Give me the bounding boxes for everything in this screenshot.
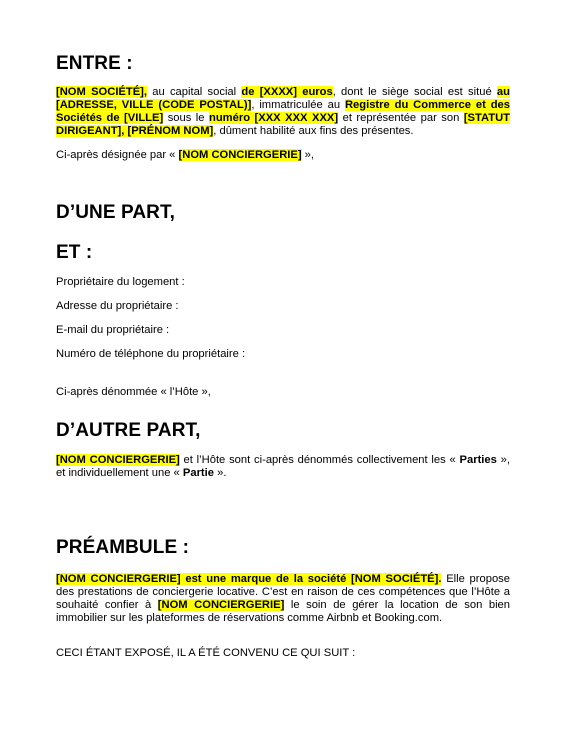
director-placeholder: [STATUT DIRIGEANT], [PRÉNOM NOM] — [56, 112, 510, 137]
brand-statement-placeholder: [NOM CONCIERGERIE] est une marque de la société [NOM SOCIÉTÉ]. — [56, 573, 442, 585]
company-name-placeholder: [NOM SOCIÉTÉ], — [56, 86, 148, 98]
address-placeholder: au [ADRESSE, VILLE (CODE POSTAL)] — [56, 86, 510, 111]
heading-et: ET : — [56, 242, 93, 263]
owner-email-label: E-mail du propriétaire : — [56, 324, 170, 336]
parties-paragraph: [NOM CONCIERGERIE] et l’Hôte sont ci-après dénommés collectivement les « Parties », et individuellement une « Partie ». — [56, 454, 510, 479]
owner-field-label: Propriétaire du logement : — [56, 276, 185, 288]
closing-statement: CECI ÉTANT EXPOSÉ, IL A ÉTÉ CONVENU CE QUI SUIT : — [56, 647, 356, 659]
concierge-name-placeholder: [NOM CONCIERGERIE] — [178, 149, 302, 161]
preambule-paragraph: [NOM CONCIERGERIE] est une marque de la société [NOM SOCIÉTÉ]. Elle propose des prestations de conciergerie locative. C’est en raison de ces compétences que l’Hôte a souhaité confier à [NOM CONCIERGERIE] le soin de gérer la location de son bien immobilier sur les plateformes de réservations comme Airbnb et Booking.com. — [56, 573, 510, 624]
capital-placeholder: de [XXXX] euros — [241, 86, 333, 98]
siren-placeholder: numéro [XXX XXX XXX] — [209, 112, 339, 124]
heading-dautre-part: D’AUTRE PART, — [56, 420, 201, 441]
heading-preambule: PRÉAMBULE : — [56, 537, 190, 558]
rcs-placeholder: Registre du Commerce et des Sociétés de [VILLE] — [56, 99, 510, 124]
heading-dune-part: D’UNE PART, — [56, 202, 175, 223]
heading-entre: ENTRE : — [56, 53, 133, 74]
company-designation: Ci-après désignée par « [NOM CONCIERGERIE] », — [56, 149, 315, 161]
owner-phone-label: Numéro de téléphone du propriétaire : — [56, 348, 246, 360]
owner-address-label: Adresse du propriétaire : — [56, 300, 179, 312]
concierge-name-placeholder: [NOM CONCIERGERIE] — [56, 454, 180, 466]
host-designation: Ci-après dénommée « l’Hôte », — [56, 386, 211, 398]
concierge-name-placeholder: [NOM CONCIERGERIE] — [157, 599, 285, 611]
party-company-paragraph: [NOM SOCIÉTÉ], au capital social de [XXXX] euros, dont le siège social est situé au [ADRESSE, VILLE (CODE POSTAL)], immatriculée au Registre du Commerce et des Sociétés de [VILLE] sous le numéro [XXX XXX XXX] et représentée par son [STATUT DIRIGEANT], [PRÉNOM NOM], dûment habilité aux fins des présentes. — [56, 86, 510, 137]
